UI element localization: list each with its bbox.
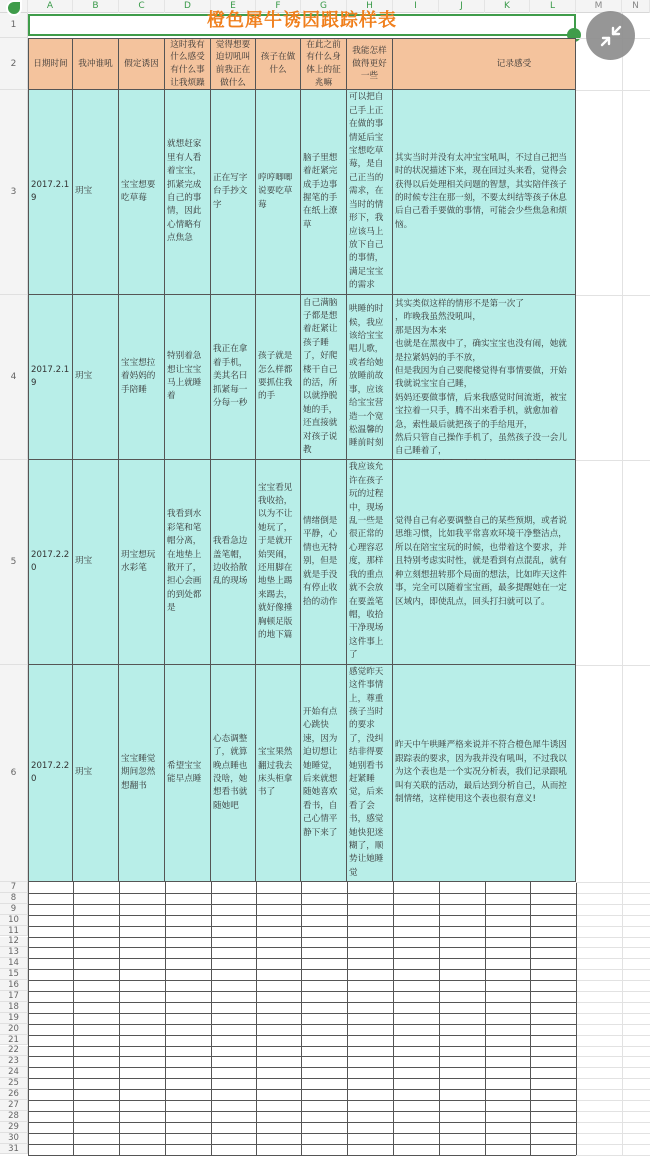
header-better-label: 我能怎样做得更好一些 xyxy=(352,46,387,82)
row-number[interactable]: 28 xyxy=(0,1111,28,1122)
cell-notes[interactable] xyxy=(393,90,576,295)
cell-text: 感觉昨天这件事情上，尊重孩子当时的要求了，没纠结非得要她别看书赶紧睡觉，后来看了会书，感觉她快犯迷糊了，顺势让她睡觉 xyxy=(349,666,384,878)
grid-line xyxy=(28,1056,576,1057)
grid-line xyxy=(485,882,486,1155)
cell-notes[interactable] xyxy=(393,460,576,665)
grid-line xyxy=(165,882,166,1155)
column-header-c[interactable]: C xyxy=(119,0,165,13)
cell-text: 其实类似这样的情形不是第一次了 ，昨晚我虽然没吼叫， 那是因为本来 也就是在黑夜中了，确实宝宝也没有闹，她就是拉紧妈妈的手不放， 但是我因为自己要爬楼觉得有事情要做，开始我就说宝宝自己睡， 妈妈还要做事情，后来我感觉时间流逝，被宝宝拉着一只手，腾不出来看手机，就愈加着急，索性最后就把孩子的手给甩开， 然后只管自己操作手机了，虽然孩子没一会儿自己睡着了， xyxy=(395,299,567,457)
row-number[interactable]: 29 xyxy=(0,1122,28,1133)
grid-line xyxy=(28,904,576,905)
grid-line xyxy=(576,1046,650,1047)
column-header-d[interactable]: D xyxy=(165,0,211,13)
row-number[interactable]: 27 xyxy=(0,1100,28,1111)
cell-text: 特别着急想让宝宝马上就睡着 xyxy=(167,351,202,402)
cell-who[interactable] xyxy=(73,665,119,882)
cell-text: 可以把自己手上正在做的事情延后宝宝想吃草莓，是自己正当的需求，在当时的情形下，我应该马上放下自己的事情，满足宝宝的需求 xyxy=(349,92,384,291)
cell-signal[interactable] xyxy=(301,90,347,295)
grid-line xyxy=(576,915,650,916)
row-number[interactable]: 23 xyxy=(0,1056,28,1067)
cell-signal[interactable] xyxy=(301,460,347,665)
cell-child[interactable] xyxy=(256,665,301,882)
cell-text: 自己满脑子都是想着赶紧让孩子睡了，好爬楼干自己的活，所以就挣脱她的手，还直接就对孩子说教 xyxy=(303,297,338,456)
header-feeling[interactable] xyxy=(165,38,211,90)
column-header-a[interactable]: A xyxy=(28,0,73,13)
grid-line xyxy=(576,947,650,948)
header-who-label: 我冲谁吼 xyxy=(78,58,113,69)
grid-line xyxy=(439,882,440,1155)
grid-line xyxy=(119,882,120,1155)
row-number[interactable]: 8 xyxy=(0,893,28,904)
grid-line xyxy=(301,882,302,1155)
grid-line xyxy=(28,1155,576,1156)
row-number[interactable]: 7 xyxy=(0,882,28,893)
cell-date[interactable] xyxy=(28,295,73,460)
grid-line xyxy=(576,460,650,461)
cell-text: 其实当时并没有太冲宝宝吼叫，不过自己把当时的状况描述下来，现在回过头来看，觉得会获得以后处理相关问题的智慧，其实陪伴孩子的时候专注在那一刻，不要太纠结等孩子休息后自己看手要做的事情，可能会少些焦急和烦恼。 xyxy=(395,152,567,230)
header-child[interactable] xyxy=(256,38,301,90)
grid-line xyxy=(28,1035,576,1036)
grid-line xyxy=(211,882,212,1155)
cell-trigger[interactable] xyxy=(119,295,165,460)
cell-text: 2017.2.20 xyxy=(31,760,70,784)
grid-line xyxy=(576,665,650,666)
grid-line xyxy=(576,893,650,894)
cell-text: 哄睡的时候，我应该给宝宝唱儿歌，或者给她放睡前故事，应该给宝宝营造一个宽松温馨的睡前时刻 xyxy=(349,304,384,449)
cell-text: 宝宝想拉着妈妈的手陪睡 xyxy=(121,357,156,395)
header-busy[interactable] xyxy=(211,38,256,90)
cell-text: 正在写字台手抄文字 xyxy=(213,172,248,210)
grid-line xyxy=(576,1035,650,1036)
grid-line xyxy=(28,980,576,981)
cell-date[interactable] xyxy=(28,460,73,665)
cell-text: 我看到水彩笔和笔帽分离，在地垫上散开了，担心会画的到处都是 xyxy=(167,509,202,614)
grid-line xyxy=(256,882,257,1155)
row-number[interactable]: 14 xyxy=(0,958,28,969)
cell-who[interactable] xyxy=(73,460,119,665)
grid-line xyxy=(28,1046,576,1047)
cell-text: 玥宝 xyxy=(75,767,93,778)
row-number[interactable]: 19 xyxy=(0,1013,28,1024)
header-busy-label: 觉得想要迫切吼叫前我正在做什么 xyxy=(215,39,251,88)
cell-notes[interactable] xyxy=(393,295,576,460)
grid-line xyxy=(576,1122,650,1123)
cell-text: 我正在拿着手机，美其名曰抓紧每一分每一秒 xyxy=(213,344,248,409)
cell-date[interactable] xyxy=(28,665,73,882)
row-number[interactable]: 13 xyxy=(0,947,28,958)
row-number[interactable]: 16 xyxy=(0,980,28,991)
grid-line xyxy=(576,1067,650,1068)
column-header-b[interactable]: B xyxy=(73,0,119,13)
row-number[interactable]: 6 xyxy=(0,665,28,882)
grid-line xyxy=(347,882,348,1155)
cell-text: 2017.2.19 xyxy=(31,364,70,388)
cell-who[interactable] xyxy=(73,90,119,295)
collapse-arrows-icon xyxy=(598,23,624,49)
row-number[interactable]: 2 xyxy=(0,38,28,90)
cell-signal[interactable] xyxy=(301,295,347,460)
grid-line xyxy=(576,1002,650,1003)
cell-text: 哼哼唧唧说要吃草莓 xyxy=(258,172,293,210)
cell-text: 2017.2.19 xyxy=(31,179,70,203)
cell-better[interactable] xyxy=(347,460,393,665)
cell-text: 脑子里想着赶紧完成手边事握笔的手在纸上潦草 xyxy=(303,152,338,230)
cell-text: 觉得自己有必要调整自己的某些预期，或者说思维习惯，比如我平常喜欢环境干净整洁点，所以在陪宝宝玩的时候，也带着这个要求，并且特别考虑实时性，就是看到有点混乱，就有种立刻想扭转那个局面的想法，比如昨天这件事，完全可以随着宝宝画，最多提醒她在一定区域内，即使乱点，回头打扫就可以了。 xyxy=(395,516,567,607)
row-number[interactable]: 25 xyxy=(0,1078,28,1089)
cell-better[interactable] xyxy=(347,665,393,882)
row-number[interactable]: 26 xyxy=(0,1089,28,1100)
grid-line xyxy=(576,295,650,296)
grid-line xyxy=(576,882,577,1155)
header-who[interactable] xyxy=(73,38,119,90)
cell-trigger[interactable] xyxy=(119,90,165,295)
column-header-m[interactable]: M xyxy=(576,0,622,13)
column-header-l[interactable]: L xyxy=(530,0,576,13)
column-header-g[interactable]: G xyxy=(301,0,347,13)
cell-text: 玥宝想玩水彩笔 xyxy=(121,549,156,573)
cell-text: 孩子就是怎么样都要抓住我的手 xyxy=(258,351,293,402)
grid-line xyxy=(576,980,650,981)
cell-text: 希望宝宝能早点睡 xyxy=(167,760,202,784)
grid-line xyxy=(393,882,394,1155)
cell-notes[interactable] xyxy=(393,665,576,882)
cell-text: 情绪倒是平静，心情也无特别，但是就是手没有停止收拾的动作 xyxy=(303,516,338,607)
header-better[interactable] xyxy=(347,38,393,90)
cell-text: 宝宝果然翻过我去床头柜拿书了 xyxy=(258,747,293,798)
column-header-e[interactable]: E xyxy=(211,0,256,13)
cell-date[interactable] xyxy=(28,90,73,295)
grid-line xyxy=(28,991,576,992)
collapse-button[interactable] xyxy=(586,11,635,60)
grid-line xyxy=(28,1100,576,1101)
row-number[interactable]: 15 xyxy=(0,969,28,980)
row-number[interactable]: 22 xyxy=(0,1046,28,1057)
cell-trigger[interactable] xyxy=(119,665,165,882)
grid-line xyxy=(576,991,650,992)
cell-signal[interactable] xyxy=(301,665,347,882)
grid-line xyxy=(576,926,650,927)
cell-who[interactable] xyxy=(73,295,119,460)
grid-line xyxy=(576,958,650,959)
cell-text: 我应该允许在孩子玩的过程中，现场乱一些是很正常的心理容忍度，那样我的重点就不会放在要盖笔帽，收拾干净现场这件事上了 xyxy=(349,462,384,661)
cell-text: 宝宝想要吃草莓 xyxy=(121,179,156,203)
row-number[interactable]: 12 xyxy=(0,937,28,948)
cell-trigger[interactable] xyxy=(119,460,165,665)
cell-text: 2017.2.20 xyxy=(31,549,70,573)
column-header-i[interactable]: I xyxy=(393,0,439,13)
header-child-label: 孩子在做什么 xyxy=(260,52,296,75)
cell-text: 昨天中午哄睡严格来说并不符合橙色犀牛诱因跟踪表的要求，因为我并没有吼叫，不过我以为这个表也是一个实况分析表，我们记录跟吼叫有关联的活动，最后达到分析自己，从而控制情绪，这样使用这个表也很有意义! xyxy=(395,740,567,805)
grid-line xyxy=(28,893,576,894)
cell-better[interactable] xyxy=(347,295,393,460)
cell-busy[interactable] xyxy=(211,90,256,295)
grid-line xyxy=(28,969,576,970)
grid-line xyxy=(28,937,576,938)
grid-line xyxy=(28,1089,576,1090)
grid-line xyxy=(576,1133,650,1134)
cell-text: 我看急边盖笔帽，边收拾散乱的现场 xyxy=(213,536,248,587)
cell-text: 宝宝看见我收拾，以为不让她玩了，于是就开始哭闹，还用脚在地垫上踢来踢去，就好像捶胸顿足版的地下篇 xyxy=(258,482,293,641)
grid-line xyxy=(576,1144,650,1145)
grid-line xyxy=(576,937,650,938)
column-header-h[interactable]: H xyxy=(347,0,393,13)
row-number[interactable]: 17 xyxy=(0,991,28,1002)
grid-line xyxy=(28,1122,576,1123)
row-number[interactable]: 31 xyxy=(0,1144,28,1155)
row-number[interactable]: 20 xyxy=(0,1024,28,1035)
row-number[interactable]: 1 xyxy=(0,13,28,38)
row-number[interactable]: 30 xyxy=(0,1133,28,1144)
selection-start-handle[interactable] xyxy=(6,0,22,16)
header-date[interactable] xyxy=(28,38,73,90)
grid-line xyxy=(28,958,576,959)
column-header-f[interactable]: F xyxy=(256,0,301,13)
cell-text: 玥宝 xyxy=(75,186,93,197)
grid-line xyxy=(576,904,650,905)
grid-line xyxy=(28,1078,576,1079)
cell-feeling[interactable] xyxy=(165,460,211,665)
grid-line xyxy=(28,1024,576,1025)
grid-line xyxy=(28,926,576,927)
row-number[interactable]: 11 xyxy=(0,926,28,937)
grid-line xyxy=(28,947,576,948)
grid-line xyxy=(576,969,650,970)
row-number[interactable]: 3 xyxy=(0,90,28,295)
header-signal-label: 在此之前有什么身体上的征兆嘛 xyxy=(306,39,341,88)
cell-busy[interactable] xyxy=(211,295,256,460)
sheet-title: 橙色犀牛诱因跟踪样表 xyxy=(207,10,397,31)
header-date-label: 日期时间 xyxy=(33,58,68,69)
row-number[interactable]: 5 xyxy=(0,460,28,665)
header-feeling-label: 这时我有什么感受有什么事让我烦躁 xyxy=(170,39,205,88)
cell-text: 玥宝 xyxy=(75,371,93,382)
cell-better[interactable] xyxy=(347,90,393,295)
column-header-k[interactable]: K xyxy=(485,0,530,13)
grid-line xyxy=(576,1078,650,1079)
header-trigger[interactable] xyxy=(119,38,165,90)
grid-line xyxy=(28,1002,576,1003)
grid-line xyxy=(28,1067,576,1068)
cell-feeling[interactable] xyxy=(165,295,211,460)
cell-text: 宝宝睡觉期间忽然想翻书 xyxy=(121,753,156,791)
cell-busy[interactable] xyxy=(211,665,256,882)
grid-line xyxy=(28,1013,576,1014)
grid-line xyxy=(28,1133,576,1134)
header-notes-label: 记录感受 xyxy=(496,58,532,69)
column-header-n[interactable]: N xyxy=(622,0,650,13)
cell-busy[interactable] xyxy=(211,460,256,665)
cell-child[interactable] xyxy=(256,460,301,665)
row-number[interactable]: 24 xyxy=(0,1067,28,1078)
grid-line xyxy=(576,1111,650,1112)
grid-line xyxy=(73,882,74,1155)
column-header-j[interactable]: J xyxy=(439,0,485,13)
grid-line xyxy=(28,1144,576,1145)
cell-feeling[interactable] xyxy=(165,90,211,295)
grid-line xyxy=(28,1111,576,1112)
header-notes[interactable] xyxy=(393,38,576,90)
grid-line xyxy=(622,13,623,1156)
cell-text: 心态调整了，就算晚点睡也没啥，她想看书就随她吧 xyxy=(213,733,248,811)
cell-text: 玥宝 xyxy=(75,556,93,567)
cell-child[interactable] xyxy=(256,295,301,460)
grid-line xyxy=(576,90,650,91)
cell-text: 开始有点心跳快速，因为迫切想让她睡觉，后来就想随她喜欢看书，自己心情平静下来了 xyxy=(303,706,338,838)
row-number[interactable]: 10 xyxy=(0,915,28,926)
row-number[interactable]: 9 xyxy=(0,904,28,915)
grid-line xyxy=(576,1155,650,1156)
grid-line xyxy=(28,882,29,1155)
header-signal[interactable] xyxy=(301,38,347,90)
row-number[interactable]: 4 xyxy=(0,295,28,460)
cell-feeling[interactable] xyxy=(165,665,211,882)
grid-line xyxy=(576,1056,650,1057)
row-number[interactable]: 18 xyxy=(0,1002,28,1013)
grid-line xyxy=(576,1100,650,1101)
cell-child[interactable] xyxy=(256,90,301,295)
grid-line xyxy=(576,1024,650,1025)
grid-line xyxy=(576,882,650,883)
grid-line xyxy=(576,1013,650,1014)
row-number[interactable]: 21 xyxy=(0,1035,28,1046)
grid-line xyxy=(28,915,576,916)
header-trigger-label: 假定诱因 xyxy=(124,58,159,69)
cell-text: 就想赶家里有人看着宝宝，抓紧完成自己的事情，因此心情略有点焦急 xyxy=(167,139,202,244)
grid-line xyxy=(530,882,531,1155)
title-cell[interactable] xyxy=(28,10,576,36)
grid-line xyxy=(576,1089,650,1090)
